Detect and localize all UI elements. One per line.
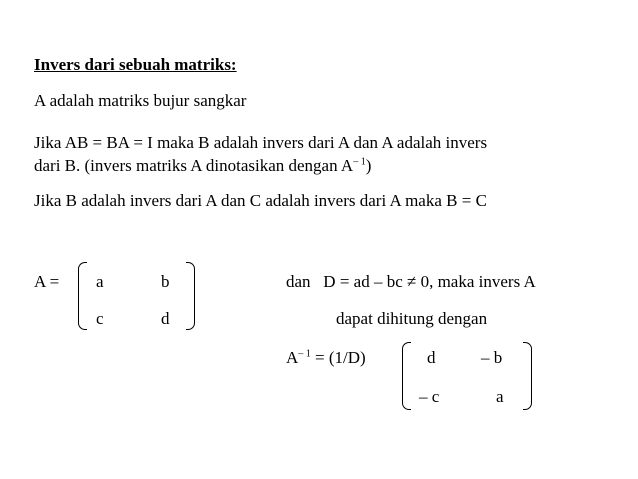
matrix-a-left-bracket — [78, 262, 87, 330]
inverse-matrix-cell-neg-c: – c — [419, 387, 440, 406]
slide-heading: Invers dari sebuah matriks: — [34, 55, 237, 74]
determinant-condition: dan D = ad – bc ≠ 0, maka invers A — [286, 272, 536, 291]
inverse-matrix-left-bracket — [402, 342, 411, 410]
matrix-a-right-bracket — [186, 262, 195, 330]
inverse-label-scalar: = (1/D) — [310, 348, 366, 367]
inverse-label-superscript: – 1 — [298, 348, 311, 360]
inverse-label-a: A — [286, 348, 299, 367]
matrix-a-cell-b: b — [161, 272, 170, 291]
definition-line: A adalah matriks bujur sangkar — [34, 91, 247, 110]
inverse-matrix-right-bracket — [523, 342, 532, 410]
inverse-matrix-cell-a: a — [496, 387, 504, 406]
inverse-formula-label — [286, 348, 366, 368]
inverse-notation-superscript: – 1 — [353, 156, 366, 168]
inverse-definition-line-1: Jika AB = BA = I maka B adalah invers dari A dan A adalah invers — [34, 133, 488, 152]
matrix-a-label: A = — [34, 272, 60, 291]
determinant-condition-continued: dapat dihitung dengan — [336, 309, 488, 328]
matrix-a-cell-c: c — [96, 309, 104, 328]
inverse-definition-text: dari B. (invers matriks A dinotasikan dengan A — [34, 156, 354, 175]
matrix-a-cell-a: a — [96, 272, 104, 291]
inverse-matrix-cell-neg-b: – b — [481, 348, 503, 367]
inverse-matrix-cell-d: d — [427, 348, 436, 367]
uniqueness-statement: Jika B adalah invers dari A dan C adalah invers dari A maka B = C — [34, 191, 487, 210]
inverse-definition-line-2 — [34, 156, 371, 176]
matrix-a-cell-d: d — [161, 309, 170, 328]
inverse-definition-close: ) — [365, 156, 372, 175]
